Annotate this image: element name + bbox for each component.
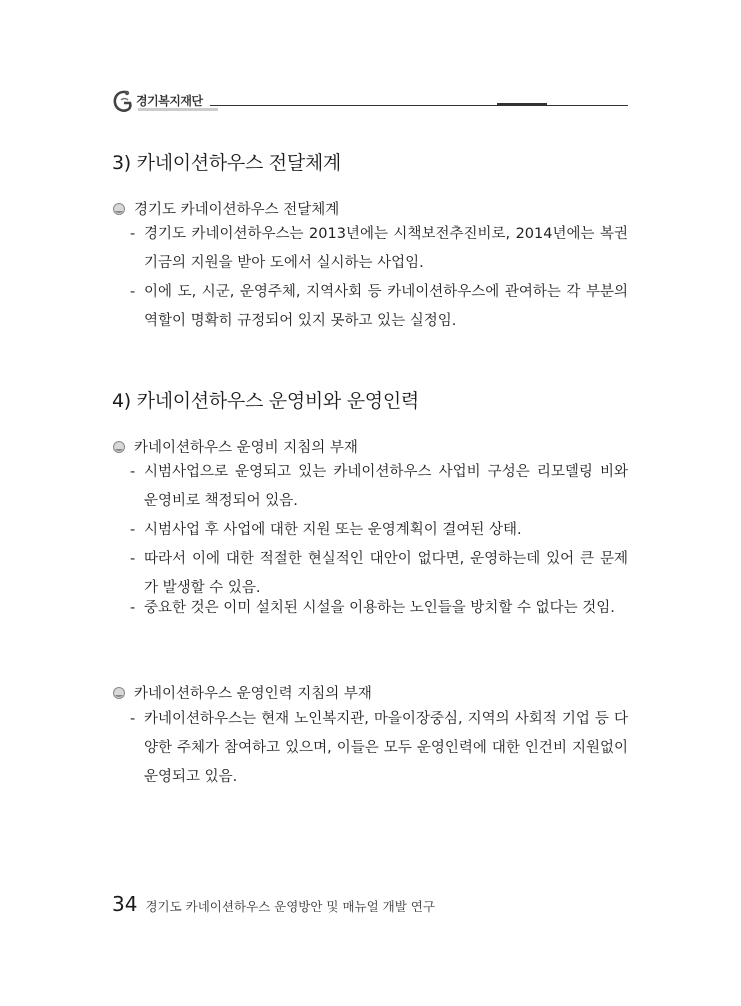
list-item-text: 시범사업으로 운영되고 있는 카네이션하우스 사업비 구성은 리모델링 비와 운영비로 책정되어 있음. [144,464,628,509]
list-item [130,705,628,792]
list-item [130,220,628,278]
bullet-label: 경기도 카네이션하우스 전달체계 [134,202,340,218]
page-header [112,88,628,118]
page-number: 34 [112,892,138,916]
list-item-text: 시범사업 후 사업에 대한 지원 또는 운영계획이 결여된 상태. [144,522,522,538]
list-item-text: 카네이션하우스는 현재 노인복지관, 마을이장중심, 지역의 사회적 기업 등 다양한 주체가 참여하고 있으며, 이들은 모두 운영인력에 대한 인건비 지원없이 운영되고 있음. [144,711,628,785]
list-item [130,278,628,336]
dash-mark: - [130,551,136,567]
foundation-logo-icon [112,88,134,114]
bullet-icon [112,686,126,700]
dash-mark: - [130,522,136,538]
running-title: 경기도 카네이션하우스 운영방안 및 매뉴얼 개발 연구 [145,899,435,914]
section-4-title: 4) 카네이션하우스 운영비와 운영인력 [112,390,419,412]
dash-mark: - [130,284,136,300]
page-footer [112,892,435,916]
bullet-icon [112,202,126,216]
list-item [130,458,628,516]
dash-mark: - [130,464,136,480]
bullet-label: 카네이션하우스 운영인력 지침의 부재 [134,686,372,702]
section-3-bullet [112,198,339,219]
org-name: 경기복지재단 [136,94,203,108]
list-item [130,516,628,545]
list-item-text: 중요한 것은 이미 설치된 시설을 이용하는 노인들을 방치할 수 없다는 것임. [144,600,615,616]
bullet-icon [112,440,126,454]
section-3-title: 3) 카네이션하우스 전달체계 [112,152,341,174]
list-item-text: 이에 도, 시군, 운영주체, 지역사회 등 카네이션하우스에 관여하는 각 부분의 역할이 명확히 규정되어 있지 못하고 있는 실정임. [144,284,628,329]
header-rule-accent [497,103,547,105]
section-4-bullet-2 [112,682,372,703]
dash-mark: - [130,600,136,616]
bullet-label: 카네이션하우스 운영비 지침의 부재 [134,440,358,456]
list-item-text: 따라서 이에 대한 적절한 현실적인 대안이 없다면, 운영하는데 있어 큰 문제가 발생할 수 있음. [144,551,628,596]
dash-mark: - [130,226,136,242]
list-item-text: 경기도 카네이션하우스는 2013년에는 시책보전추진비로, 2014년에는 복권기금의 지원을 받아 도에서 실시하는 사업임. [144,226,628,271]
dash-mark: - [130,711,136,727]
section-4-bullet-1 [112,436,358,457]
org-subtitle-mark [138,108,218,111]
header-rule [210,105,628,106]
list-item [130,594,628,623]
